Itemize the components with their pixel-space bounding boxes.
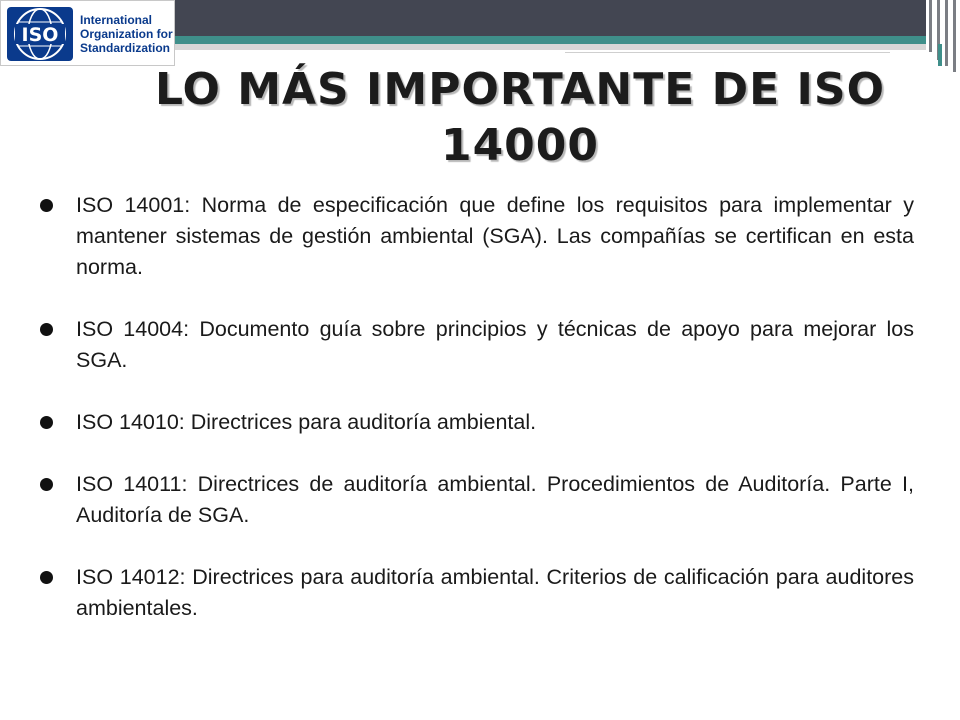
bullet-text: ISO 14001: Norma de especificación que define los requisitos para implementar y mantener sistemas de gestión ambiental (SGA). Las compañías se certifican en esta norma. xyxy=(76,193,914,279)
header-band-dark xyxy=(175,0,926,36)
logo-line-2: Organization for xyxy=(80,27,173,41)
bullet-item-iso-14004 xyxy=(36,314,914,376)
bullet-dot-icon xyxy=(40,571,53,584)
iso-emblem-text: ISO xyxy=(21,24,59,46)
bullet-text: ISO 14010: Directrices para auditoría ambiental. xyxy=(76,410,537,434)
bullet-text: ISO 14004: Documento guía sobre principios y técnicas de apoyo para mejorar los SGA. xyxy=(76,317,914,372)
bullet-item-iso-14011 xyxy=(36,469,914,531)
logo-line-1: International xyxy=(80,13,153,27)
iso-logo xyxy=(0,0,175,66)
title-line-2: 14000 xyxy=(440,120,600,171)
bullet-text: ISO 14011: Directrices de auditoría ambiental. Procedimientos de Auditoría. Parte I, Auditoría de SGA. xyxy=(76,472,914,527)
header-band-line xyxy=(565,50,890,53)
bullet-dot-icon xyxy=(40,478,53,491)
bullet-item-iso-14010 xyxy=(36,407,914,438)
iso-emblem-icon xyxy=(7,7,73,61)
bullet-item-iso-14012 xyxy=(36,562,914,624)
header-band-teal xyxy=(175,36,926,44)
bullet-dot-icon xyxy=(40,199,53,212)
bullet-text: ISO 14012: Directrices para auditoría ambiental. Criterios de calificación para auditores ambientales. xyxy=(76,565,914,620)
right-decorative-stripes xyxy=(926,0,960,72)
slide-title xyxy=(150,62,890,174)
bullet-list xyxy=(36,190,914,655)
title-line-1: LO MÁS IMPORTANTE DE ISO xyxy=(155,64,885,115)
bullet-dot-icon xyxy=(40,416,53,429)
iso-logo-text xyxy=(80,13,174,55)
bullet-item-iso-14001 xyxy=(36,190,914,283)
logo-line-3: Standardization xyxy=(80,41,171,55)
bullet-dot-icon xyxy=(40,323,53,336)
